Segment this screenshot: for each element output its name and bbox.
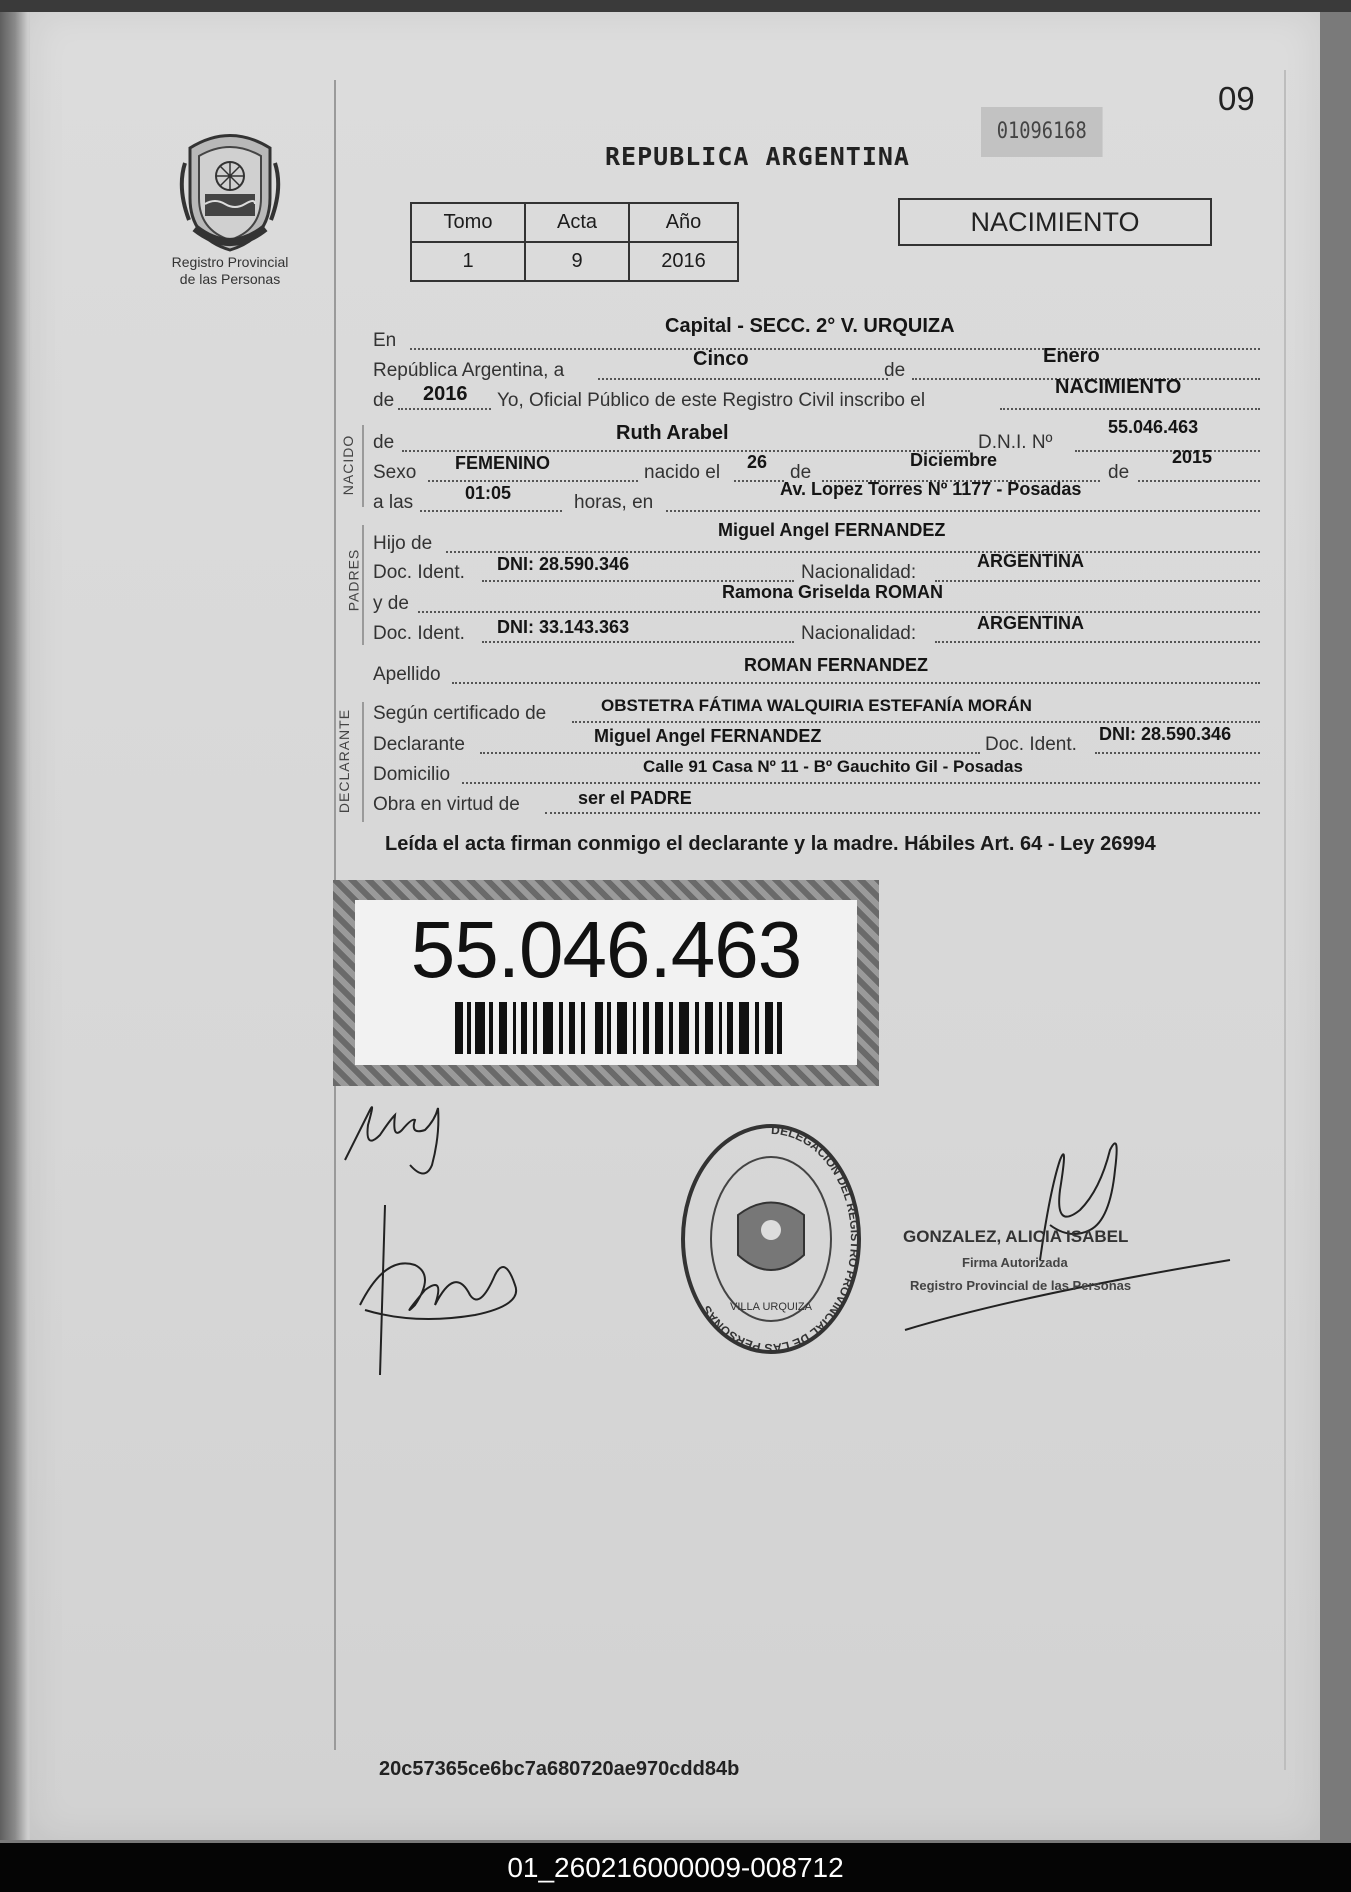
table-header-acta: Acta [525,203,629,242]
dotted-line [462,782,1260,784]
right-margin-line [1284,70,1286,1770]
label-en: En [373,330,397,351]
birth-year-value: 2015 [1172,447,1213,467]
table-header-anio: Año [629,203,738,242]
logo-caption [150,254,310,288]
label-nac-mother: Nacionalidad: [801,623,917,644]
registrar-signature-icon [990,1130,1170,1270]
top-edge [0,0,1351,12]
dotted-line [935,641,1260,643]
birth-place-value: Av. Lopez Torres Nº 1177 - Posadas [780,479,1082,499]
barcode-icon [455,1002,785,1054]
label-dni: D.N.I. Nº [978,432,1053,453]
sticker-label [355,900,857,1065]
dni-sticker [333,880,879,1086]
dotted-line [666,510,1260,512]
birth-month-value: Diciembre [910,450,998,470]
signing-note: Leída el acta firman conmigo el declarante y la madre. Hábiles Art. 64 - Ley 26994 [385,833,1156,855]
certificate-value: OBSTETRA FÁTIMA WALQUIRIA ESTEFANÍA MORÁN [601,696,1032,715]
label-declarante: Declarante [373,734,465,755]
label-horas: horas, en [574,492,654,513]
label-de: de [884,360,906,381]
mother-doc-value: DNI: 33.143.363 [497,617,630,637]
label-hijo-de: Hijo de [373,533,433,554]
table-value-anio: 2016 [629,242,738,281]
mother-name-value: Ramona Griselda ROMAN [722,582,944,602]
label-domicilio: Domicilio [373,764,451,785]
dotted-line [420,510,562,512]
label-apellido: Apellido [373,664,441,685]
dotted-line [482,641,794,643]
dotted-line [446,551,1260,553]
misiones-coat-of-arms-icon [175,128,285,253]
sticker-number: 55.046.463 [410,905,802,994]
declarant-doc-value: DNI: 28.590.346 [1099,724,1232,744]
label-obra-en-virtud: Obra en virtud de [373,794,520,815]
dotted-line [1000,408,1260,410]
dotted-line [598,378,888,380]
place-value: Capital - SECC. 2° V. URQUIZA [665,315,955,337]
dotted-line [410,348,1260,350]
dotted-line [1075,450,1260,452]
section-bracket [362,425,364,507]
label-sexo: Sexo [373,462,417,483]
logo-caption-line-1: Registro Provincial [171,254,289,270]
section-label-nacido: NACIDO [340,434,357,496]
year-value: 2016 [423,383,468,405]
sexo-value: FEMENINO [455,453,551,473]
father-doc-value: DNI: 28.590.346 [497,554,630,574]
father-name-value: Miguel Angel FERNANDEZ [718,520,946,540]
dotted-line [428,480,638,482]
label-nacido-el: nacido el [644,462,721,483]
child-dni-value: 55.046.463 [1108,417,1199,437]
logo-caption-line-2: de las Personas [179,271,281,287]
dotted-line [734,480,784,482]
label-a-las: a las [373,492,414,513]
section-bracket [362,702,364,822]
birth-day-value: 26 [747,452,768,472]
table-value-tomo: 1 [411,242,525,281]
day-value: Cinco [693,348,749,370]
dotted-line [545,812,1260,814]
month-value: Enero [1043,345,1100,367]
label-doc-declarante: Doc. Ident. [985,734,1077,755]
table-header-tomo: Tomo [411,203,525,242]
table-value-acta: 9 [525,242,629,281]
label-de-year2: de [1108,462,1130,483]
footer-file-id: 01_260216000009-008712 [0,1843,1351,1892]
declarant-name-value: Miguel Angel FERNANDEZ [594,726,822,746]
serial-number: 01096168 [981,107,1103,157]
dotted-line [1095,752,1260,754]
dotted-line [452,682,1260,684]
official-seal-icon [678,1120,864,1358]
dotted-line [418,611,1260,613]
birth-time-value: 01:05 [465,483,512,503]
section-label-padres: PADRES [345,548,362,612]
label-de-year: de [373,390,395,411]
label-segun-certificado: Según certificado de [373,703,547,724]
label-republica: República Argentina, a [373,360,565,381]
act-type-box: NACIMIENTO [898,198,1212,246]
label-doc-father: Doc. Ident. [373,562,465,583]
label-y-de: y de [373,593,409,614]
act-word-value: NACIMIENTO [1055,376,1182,398]
registrar-role: Firma Autorizada [962,1255,1068,1270]
dotted-line [935,580,1260,582]
dotted-line [480,752,980,754]
child-name-value: Ruth Arabel [616,422,729,444]
father-nationality-value: ARGENTINA [977,551,1084,571]
document-hash: 20c57365ce6bc7a680720ae970cdd84b [379,1758,740,1780]
registrar-office: Registro Provincial de las Personas [910,1278,1132,1293]
record-table [410,202,739,282]
address-value: Calle 91 Casa Nº 11 - Bº Gauchito Gil - Posadas [643,757,1023,776]
handwritten-signature-icon [355,1195,535,1385]
seal-ring-text: DELEGACION DEL REGISTRO PROVINCIAL DE LAS PERSONAS [699,1122,862,1356]
mother-nationality-value: ARGENTINA [977,613,1084,633]
apellido-value: ROMAN FERNANDEZ [744,655,928,675]
label-nac-father: Nacionalidad: [801,562,917,583]
obra-value: ser el PADRE [578,788,692,808]
label-doc-mother: Doc. Ident. [373,623,465,644]
signature-stroke-icon [900,1255,1240,1335]
section-label-declarante: DECLARANTE [336,708,353,814]
dotted-line [402,450,970,452]
document-title: REPUBLICA ARGENTINA [605,142,910,171]
registrar-name: GONZALEZ, ALICIA ISABEL [903,1227,1129,1246]
dotted-line [1138,480,1260,482]
dotted-line [398,408,491,410]
label-de-month: de [790,462,812,483]
section-bracket [362,525,364,645]
dotted-line [572,721,1260,723]
seal-inner-text: VILLA URQUIZA [730,1301,812,1313]
statement-text: Yo, Oficial Público de este Registro Civil inscribo el [497,390,926,411]
page-number: 09 [1218,80,1255,117]
label-de-name: de [373,432,395,453]
handwritten-signature-icon [340,1090,530,1180]
